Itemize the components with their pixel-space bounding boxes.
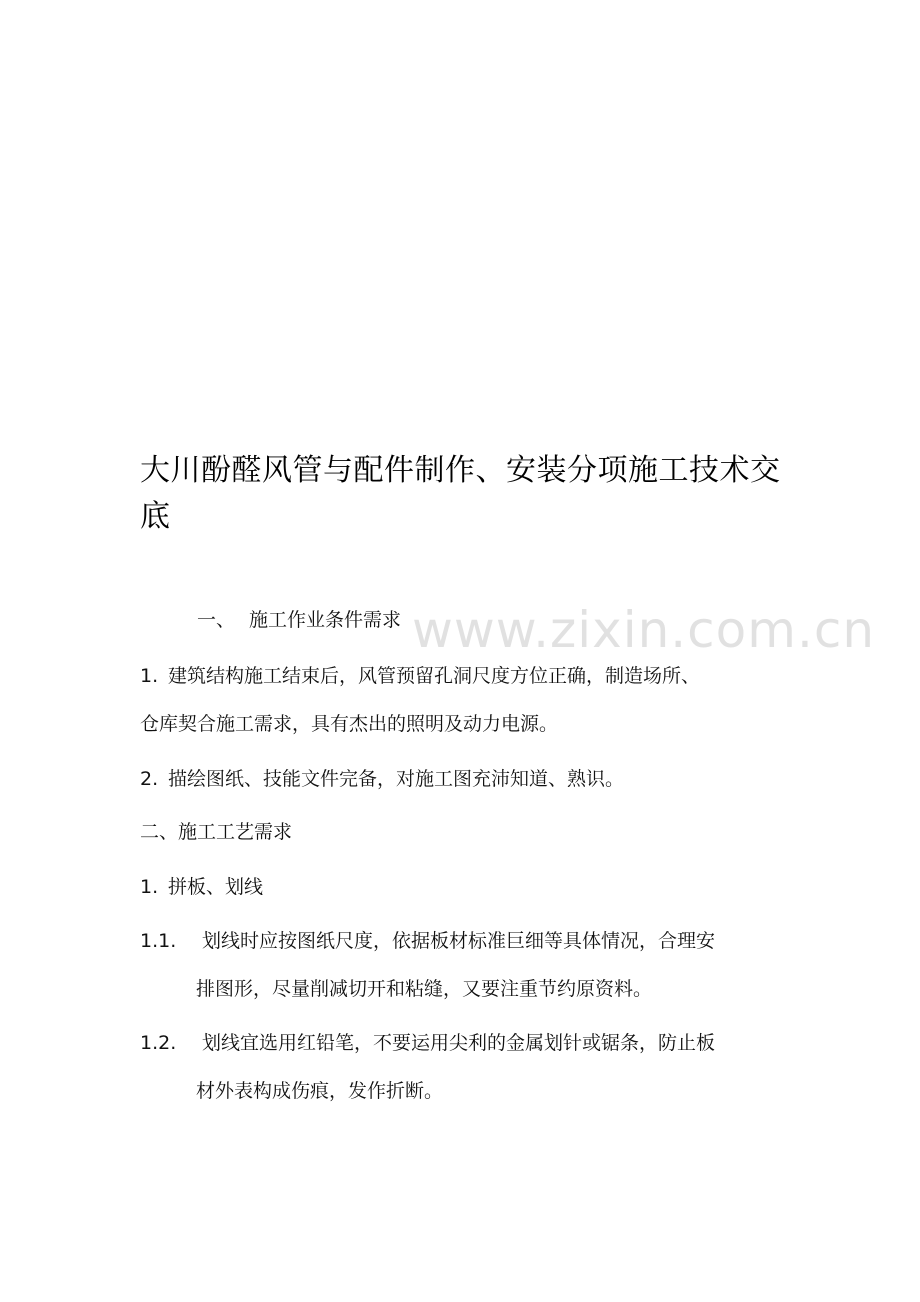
item-1-line-1: 建筑结构施工结束后，风管预留孔洞尺度方位正确，制造场所、 [168,665,701,687]
item-2-line-1: 描绘图纸、技能文件完备，对施工图充沛知道、熟识。 [168,768,625,790]
section-2-heading: 二、施工工艺需求 [140,821,293,843]
watermark: www.zixin.com.cn [412,601,876,659]
section-1-marker: 一、 [197,609,236,631]
item-3-1-number: 1.1. [140,930,177,952]
item-3-2-line-1: 划线宜选用红铅笔，不要运用尖利的金属划针或锯条，防止板 [202,1032,716,1054]
title-line-1: 大川酚醛风管与配件制作、安装分项施工技术交 [140,453,781,488]
item-3-line-1: 拼板、划线 [168,876,264,898]
document-title [140,448,800,540]
title-line-2: 底 [140,499,171,534]
item-3-1-line-1: 划线时应按图纸尺度，依据板材标准巨细等具体情况，合理安 [202,930,716,952]
item-3-2-number: 1.2. [140,1032,177,1054]
item-3-1-line-2: 排图形，尽量削减切开和粘缝，又要注重节约原资料。 [196,978,653,1000]
item-3-number: 1. [140,876,159,898]
item-3-2-line-2: 材外表构成伤痕，发作折断。 [196,1080,444,1102]
item-2-number: 2. [140,768,159,790]
item-1-line-2: 仓库契合施工需求，具有杰出的照明及动力电源。 [140,713,559,735]
item-1-number: 1. [140,665,159,687]
section-1-heading: 施工作业条件需求 [249,609,402,631]
